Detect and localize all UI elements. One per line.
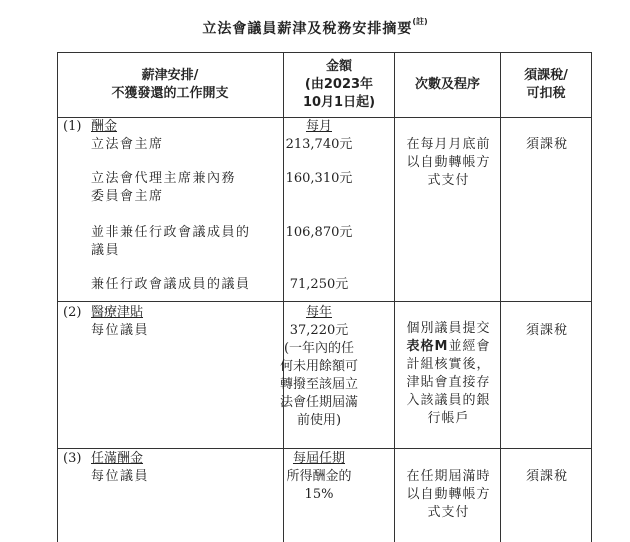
- table-border-left: [57, 52, 58, 542]
- header-procedure: [395, 52, 500, 118]
- allowance-table: [57, 52, 592, 542]
- header-amount-line2: (由2023年: [304, 77, 374, 92]
- table-divider-2: [394, 52, 395, 542]
- item-amount: [264, 468, 374, 504]
- title-text: 立法會議員薪津及稅務安排摘要: [202, 21, 413, 37]
- amount-line: 何未用餘額可: [279, 359, 358, 374]
- item-each-member: [91, 468, 291, 486]
- procedure-line: 以自動轉帳方: [406, 487, 491, 502]
- item-label: 每位議員: [91, 323, 150, 338]
- header-amount: [284, 52, 394, 118]
- frequency-label: 每屆任期: [292, 451, 345, 466]
- amount-line: 法會任期屆滿: [279, 395, 358, 410]
- tax-status: 須課稅: [525, 323, 568, 338]
- header-arrangement: [57, 52, 283, 118]
- section-title: 酬金: [91, 119, 118, 134]
- item-amount: 213,740元: [285, 137, 353, 152]
- procedure-line: 入該議員的銀: [406, 393, 491, 408]
- procedure-line: 式支付: [427, 505, 470, 520]
- table-divider-3: [500, 52, 501, 542]
- amount-line: 15%: [304, 487, 334, 502]
- item-label-line1: 立法會代理主席兼內務: [91, 171, 237, 186]
- frequency-label: 每年: [305, 305, 332, 320]
- item-label-line2: 委員會主席: [91, 189, 164, 204]
- header-amount-line3: 10月1日起): [302, 95, 376, 110]
- frequency-label: 每月: [305, 119, 332, 134]
- procedure-line: 計組核實後，: [406, 357, 491, 372]
- item-amount: [264, 322, 374, 430]
- form-m-reference: 表格M: [406, 339, 449, 354]
- item-deputy-president: [91, 170, 291, 206]
- section-number: (2): [63, 305, 82, 320]
- procedure-text: [397, 468, 500, 522]
- section-title: 任滿酬金: [91, 451, 144, 466]
- item-each-member: [91, 322, 291, 340]
- item-label: 立法會主席: [91, 137, 164, 152]
- item-label: 每位議員: [91, 469, 150, 484]
- amount-line: 轉撥至該屆立: [279, 377, 358, 392]
- header-tax-line2: 可扣稅: [526, 86, 566, 101]
- header-amount-line1: 金額: [325, 59, 352, 74]
- header-procedure-text: 次數及程序: [414, 77, 480, 92]
- page-title: [0, 18, 630, 38]
- procedure-line: 並經會: [448, 339, 491, 354]
- header-arrangement-line2: 不獲發還的工作開支: [111, 86, 229, 101]
- header-tax: [501, 52, 591, 118]
- procedure-line: 在任期屆滿時: [406, 469, 491, 484]
- procedure-line: 在每月月底前: [406, 137, 491, 152]
- item-amount: 71,250元: [289, 277, 349, 292]
- amount-line: 所得酬金的: [286, 469, 352, 484]
- amount-line: 前使用): [296, 413, 342, 428]
- header-arrangement-line1: 薪津安排/: [141, 68, 199, 83]
- tax-status: 須課稅: [525, 469, 568, 484]
- amount-line: 37,220元: [289, 323, 349, 338]
- procedure-line: 行帳戶: [427, 411, 470, 426]
- section-title: 醫療津貼: [91, 305, 144, 320]
- row-divider-2: [57, 448, 592, 449]
- section-number: (1): [63, 119, 82, 134]
- item-label: 兼任行政會議成員的議員: [91, 277, 251, 292]
- item-label-line1: 並非兼任行政會議成員的: [91, 225, 251, 240]
- item-label-line2: 議員: [91, 243, 121, 258]
- item-amount: 160,310元: [285, 171, 353, 186]
- amount-line: (一年內的任: [283, 341, 355, 356]
- procedure-line: 式支付: [427, 173, 470, 188]
- procedure-line: 以自動轉帳方: [406, 155, 491, 170]
- section-number: (3): [63, 451, 82, 466]
- title-note: (註): [412, 17, 428, 26]
- item-non-exco-member: [91, 224, 291, 260]
- procedure-line: 個別議員提交: [406, 321, 491, 336]
- item-president: [91, 136, 291, 154]
- item-amount: 106,870元: [285, 225, 353, 240]
- procedure-text: [397, 136, 500, 190]
- tax-status: 須課稅: [525, 137, 568, 152]
- row-divider-1: [57, 301, 592, 302]
- procedure-line: 津貼會直接存: [406, 375, 491, 390]
- header-tax-line1: 須課稅/: [524, 68, 568, 83]
- item-exco-member: [91, 276, 291, 294]
- procedure-text: [397, 320, 500, 428]
